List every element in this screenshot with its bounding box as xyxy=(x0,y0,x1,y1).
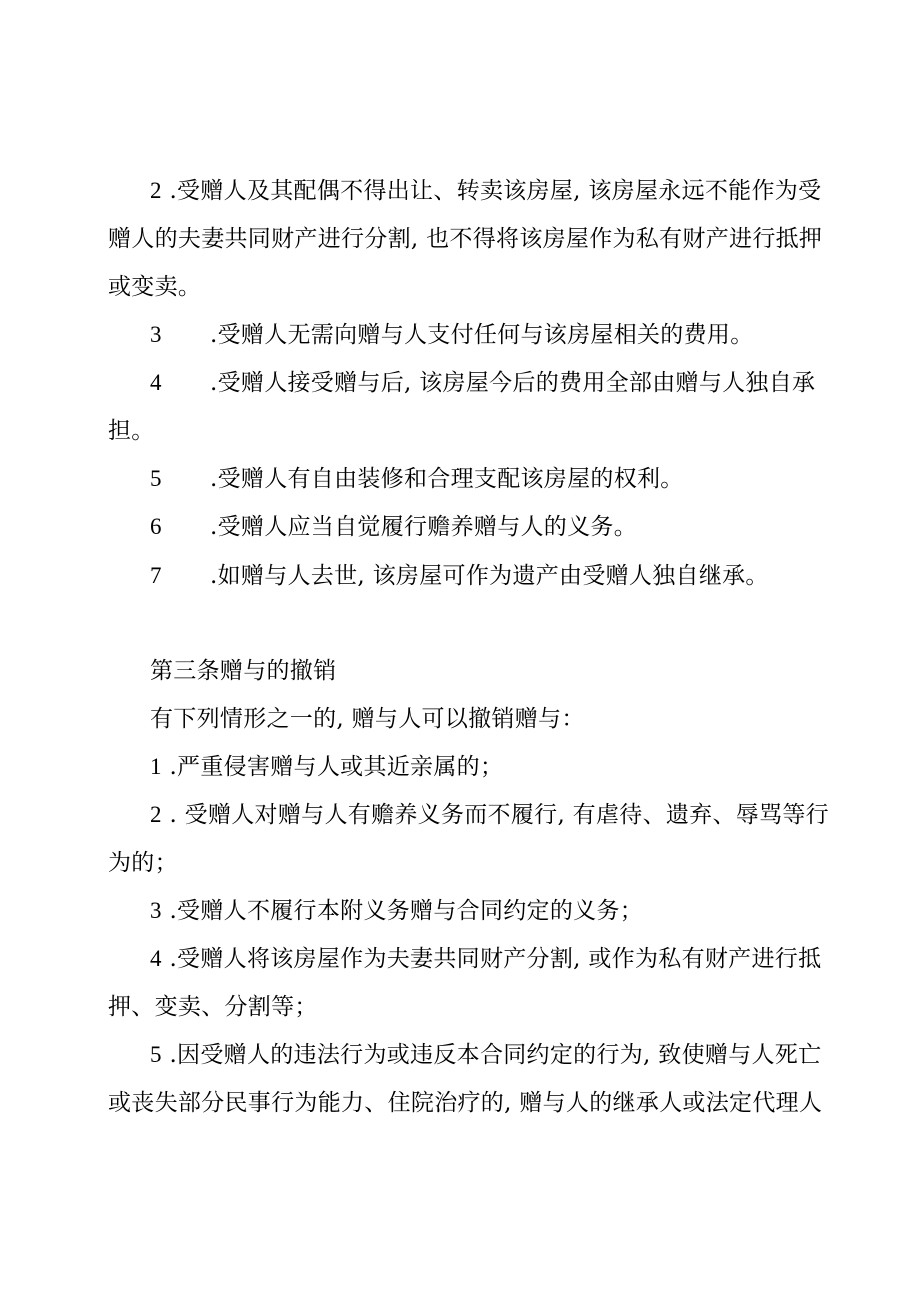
article-3-intro: 有下列情形之一的, 赠与人可以撤销赠与： xyxy=(150,706,585,732)
list-item-4-line-1 xyxy=(150,368,815,398)
list-item-4-line-2 xyxy=(108,416,155,446)
list-item-2-line-1 xyxy=(150,176,821,206)
item-text: .受赠人不履行本附义务赠与合同约定的义务； xyxy=(169,898,644,924)
item-number: 4 xyxy=(150,370,162,395)
list-item-5 xyxy=(150,464,684,494)
item-text: .严重侵害赠与人或其近亲属的； xyxy=(169,754,504,780)
item-number: 5 xyxy=(150,466,162,491)
item-text: 担。 xyxy=(108,418,155,444)
item-text: 为的； xyxy=(108,850,178,876)
item-number: 1 xyxy=(150,754,162,779)
list-item-7 xyxy=(150,561,769,591)
revocation-item-5-line-2 xyxy=(108,1088,822,1118)
item-text: .受赠人接受赠与后, 该房屋今后的费用全部由赠与人独自承 xyxy=(210,370,816,396)
item-text: 或变卖。 xyxy=(108,274,202,300)
item-number: 3 xyxy=(150,322,162,347)
item-number: 5 xyxy=(150,1042,162,1067)
list-item-2-line-2 xyxy=(108,224,822,254)
revocation-item-1 xyxy=(150,752,503,782)
item-text: .受赠人无需向赠与人支付任何与该房屋相关的费用。 xyxy=(210,322,754,348)
revocation-item-2-line-1 xyxy=(150,800,829,830)
item-text: 押、变卖、分割等； xyxy=(108,994,318,1020)
item-text: .受赠人应当自觉履行赡养赠与人的义务。 xyxy=(210,514,638,540)
item-text: .受赠人有自由装修和合理支配该房屋的权利。 xyxy=(210,466,684,492)
revocation-item-3 xyxy=(150,896,643,926)
revocation-item-2-line-2 xyxy=(108,848,178,878)
item-text: 或丧失部分民事行为能力、住院治疗的, 赠与人的继承人或法定代理人 xyxy=(108,1090,823,1116)
item-text: .如赠与人去世, 该房屋可作为遗产由受赠人独自继承。 xyxy=(210,563,769,589)
list-item-2-line-3 xyxy=(108,272,201,302)
item-text: .因受赠人的违法行为或违反本合同约定的行为, 致使赠与人死亡 xyxy=(169,1042,822,1068)
revocation-item-4-line-2 xyxy=(108,992,318,1022)
item-text: . 受赠人对赠与人有赡养义务而不履行, 有虐待、遗弃、辱骂等行 xyxy=(169,802,829,828)
list-item-3 xyxy=(150,320,754,350)
item-number: 2 xyxy=(150,178,162,203)
item-number: 3 xyxy=(150,898,162,923)
item-text: .受赠人将该房屋作为夫妻共同财产分割, 或作为私有财产进行抵 xyxy=(169,946,822,972)
revocation-item-4-line-1 xyxy=(150,944,821,974)
item-number: 6 xyxy=(150,514,162,539)
item-number: 2 xyxy=(150,802,162,827)
article-3-heading: 第三条赠与的撤销 xyxy=(150,658,337,684)
item-text: 赠人的夫妻共同财产进行分割, 也不得将该房屋作为私有财产进行抵押 xyxy=(108,226,823,252)
item-number: 7 xyxy=(150,563,162,588)
list-item-6 xyxy=(150,512,637,542)
item-number: 4 xyxy=(150,946,162,971)
item-text: .受赠人及其配偶不得出让、转卖该房屋, 该房屋永远不能作为受 xyxy=(169,178,822,204)
revocation-item-5-line-1 xyxy=(150,1040,821,1070)
